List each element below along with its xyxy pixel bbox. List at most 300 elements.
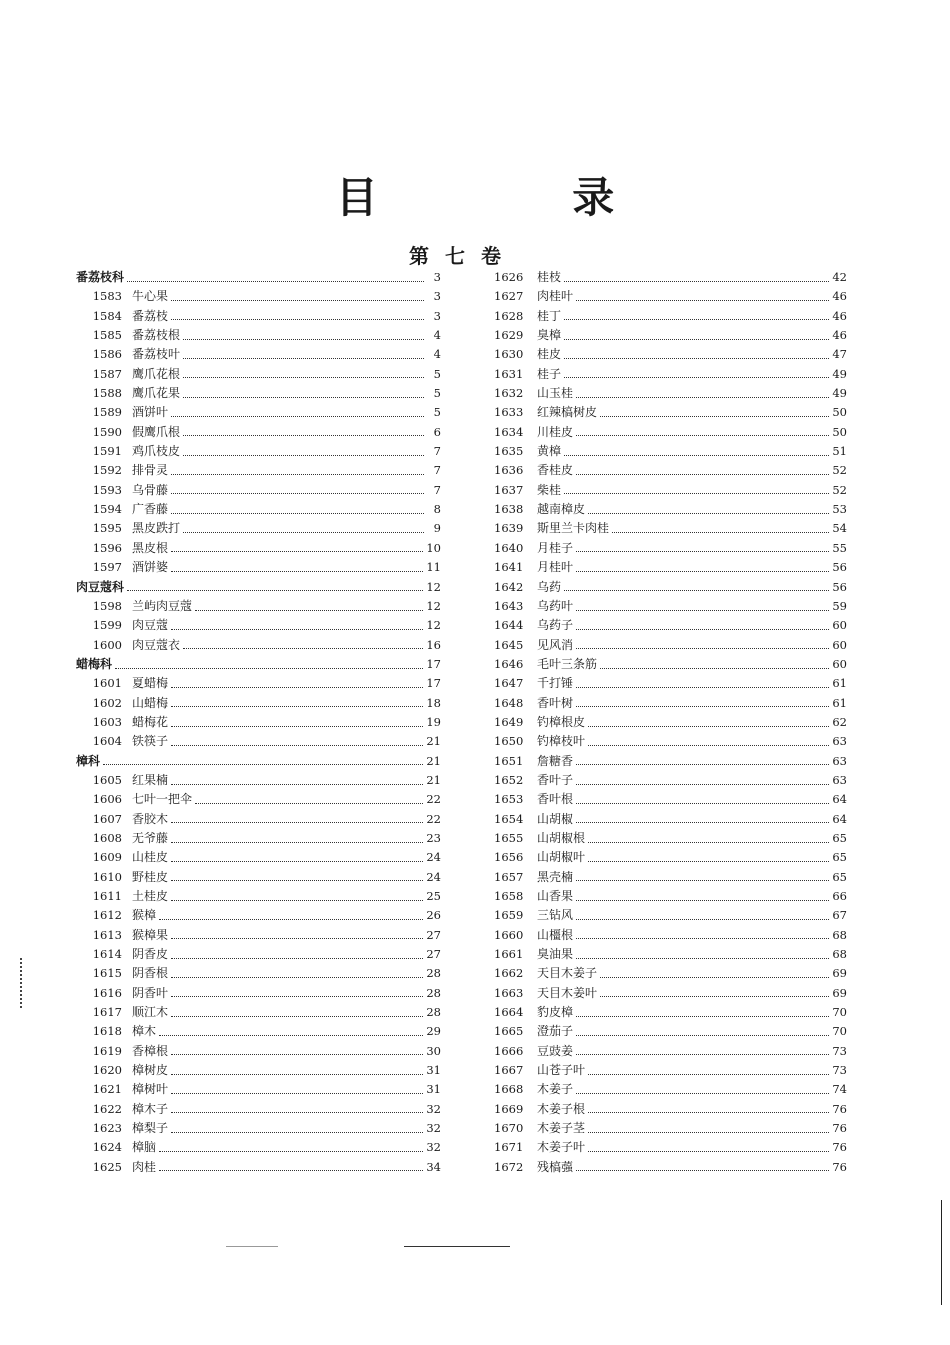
dot-leader [115,667,423,669]
entry-number: 1640 [494,540,524,555]
dot-leader [183,357,424,359]
entry-name: 番荔枝 [132,308,169,323]
dot-leader [171,299,424,301]
toc-entry-row [494,810,847,829]
page-number: 70 [832,1024,847,1039]
entry-number: 1651 [494,753,524,768]
toc-entry-row [76,403,441,422]
page-number: 32 [426,1101,441,1116]
dot-leader [171,957,423,959]
page-number: 68 [832,927,847,942]
dot-leader [127,589,423,591]
toc-entry-row [494,790,847,809]
toc-entry-row [76,636,441,655]
entry-name: 钓樟枝叶 [537,734,586,749]
dot-leader [171,628,423,630]
toc-entry-row [76,365,441,384]
page-number: 59 [832,598,847,613]
entry-name: 乌药子 [537,618,574,633]
entry-number: 1664 [494,1005,524,1020]
entry-number: 1667 [494,1063,524,1078]
entry-number: 1663 [494,985,524,1000]
entry-number: 1614 [92,947,122,962]
dot-leader [600,976,829,978]
toc-entry-row [76,945,441,964]
entry-name: 川桂皮 [537,424,574,439]
page-number: 63 [832,772,847,787]
page-number: 24 [426,850,441,865]
entry-name: 假鹰爪根 [132,424,181,439]
entry-number: 1584 [92,308,122,323]
toc-entry-row [494,287,847,306]
dot-leader [171,686,423,688]
dot-leader [159,918,423,920]
toc-entry-row [76,519,441,538]
entry-name: 樟梨子 [132,1121,169,1136]
entry-name: 山蜡梅 [132,695,169,710]
dot-leader [576,628,829,630]
entry-name: 野桂皮 [132,869,169,884]
toc-entry-row [76,868,441,887]
toc-entry-row [494,558,847,577]
dot-leader [576,802,829,804]
entry-number: 1629 [494,328,524,343]
dot-leader [600,415,829,417]
toc-entry-row [494,1061,847,1080]
entry-number: 1602 [92,695,122,710]
entry-number: 1587 [92,366,122,381]
dot-leader [171,1092,423,1094]
dot-leader [171,821,423,823]
entry-name: 三钻风 [537,908,574,923]
dot-leader [195,609,423,611]
toc-entry-row [494,307,847,326]
entry-name: 豹皮樟 [537,1005,574,1020]
page-number: 65 [832,850,847,865]
entry-name: 广香藤 [132,502,169,517]
toc-entry-row [76,326,441,345]
entry-name: 樟脑 [132,1140,157,1155]
entry-number: 1597 [92,560,122,575]
toc-entry-row [494,636,847,655]
toc-entry-row [76,1138,441,1157]
toc-entry-row [76,1158,441,1177]
dot-leader [564,357,829,359]
entry-number: 1596 [92,540,122,555]
toc-entry-row [76,1119,441,1138]
toc-entry-row [494,365,847,384]
entry-name: 山胡椒根 [537,830,586,845]
entry-name: 鹰爪花根 [132,366,181,381]
entry-number: 1635 [494,444,524,459]
entry-number: 1633 [494,405,524,420]
page-number: 17 [426,656,441,671]
entry-number: 1639 [494,521,524,536]
entry-name: 牛心果 [132,289,169,304]
entry-name: 山胡椒叶 [537,850,586,865]
dot-leader [171,550,423,552]
footer-rule-faint [226,1246,278,1247]
entry-name: 木姜子 [537,1082,574,1097]
entry-name: 天目木姜子 [537,966,598,981]
entry-name: 阴香根 [132,966,169,981]
page-number: 66 [832,889,847,903]
dot-leader [127,280,424,282]
page-number: 61 [832,676,847,691]
page-number: 3 [433,270,441,284]
dot-leader [159,1169,423,1171]
entry-number: 1662 [494,966,524,981]
dot-leader [576,434,829,436]
toc-entry-row [76,442,441,461]
page-number: 26 [426,908,441,923]
page-number: 51 [832,444,847,459]
dot-leader [171,744,423,746]
entry-name: 红果楠 [132,772,169,787]
dot-leader [576,609,829,611]
dot-leader [183,434,424,436]
page-number: 3 [433,289,441,304]
entry-number: 1611 [92,889,122,903]
page-number: 7 [433,463,441,478]
entry-number: 1603 [92,714,122,729]
toc-entry-row [494,442,847,461]
page-number: 3 [433,308,441,323]
toc-entry-row [494,345,847,364]
dot-leader [588,841,829,843]
dot-leader [576,550,829,552]
toc-family-row [76,655,441,674]
toc-entry-row [494,1138,847,1157]
page-number: 46 [832,328,847,343]
entry-number: 1610 [92,869,122,884]
entry-number: 1590 [92,424,122,439]
entry-number: 1652 [494,772,524,787]
entry-number: 1670 [494,1121,524,1136]
entry-number: 1634 [494,424,524,439]
entry-number: 1631 [494,366,524,381]
entry-number: 1589 [92,405,122,420]
family-name: 蜡梅科 [76,656,113,671]
entry-number: 1619 [92,1043,122,1058]
entry-number: 1632 [494,386,524,401]
entry-name: 乌药 [537,579,562,594]
page-number: 74 [832,1082,847,1097]
dot-leader [564,280,829,282]
entry-name: 樟树叶 [132,1082,169,1097]
page-number: 60 [832,637,847,652]
entry-number: 1649 [494,714,524,729]
page-number: 27 [426,947,441,962]
entry-number: 1605 [92,772,122,787]
dot-leader [171,512,424,514]
entry-name: 排骨灵 [132,463,169,478]
dot-leader [576,299,829,301]
toc-entry-row [494,964,847,983]
page-number: 61 [832,695,847,710]
page-number: 60 [832,618,847,633]
page-number: 28 [426,985,441,1000]
toc-entry-row [76,964,441,983]
dot-leader [588,860,829,862]
entry-name: 豆豉姜 [537,1043,574,1058]
entry-number: 1668 [494,1082,524,1097]
page-number: 65 [832,830,847,845]
page-number: 5 [433,405,441,420]
dot-leader [588,725,829,727]
entry-number: 1623 [92,1121,122,1136]
toc-entry-row [494,868,847,887]
dot-leader [171,879,423,881]
toc-family-row [76,578,441,597]
dot-leader [171,841,423,843]
dot-leader [576,899,829,901]
toc-entry-row [76,771,441,790]
dot-leader [183,647,423,649]
entry-name: 铁筷子 [132,734,169,749]
entry-name: 肉桂 [132,1159,157,1174]
entry-name: 木姜子叶 [537,1140,586,1155]
page-number: 17 [426,676,441,691]
page-number: 25 [426,889,441,903]
toc-entry-row [494,1003,847,1022]
entry-number: 1653 [494,792,524,807]
page-number: 19 [426,714,441,729]
toc-entry-row [76,1080,441,1099]
page-number: 52 [832,482,847,497]
page-number: 7 [433,482,441,497]
entry-name: 毛叶三条筋 [537,656,598,671]
entry-name: 无爷藤 [132,830,169,845]
toc-entry-row [76,694,441,713]
toc-entry-row [76,481,441,500]
dot-leader [171,783,423,785]
entry-name: 樟木子 [132,1101,169,1116]
toc-entry-row [494,926,847,945]
dot-leader [171,318,424,320]
entry-name: 越南樟皮 [537,502,586,517]
entry-number: 1665 [494,1024,524,1039]
footer-rule [404,1246,510,1247]
dot-leader [576,647,829,649]
entry-number: 1583 [92,289,122,304]
page-number: 24 [426,869,441,884]
dot-leader [576,783,829,785]
page-number: 5 [433,386,441,401]
page-number: 7 [433,444,441,459]
entry-number: 1607 [92,811,122,826]
entry-number: 1612 [92,908,122,923]
dot-leader [159,1034,423,1036]
page-number: 5 [433,366,441,381]
entry-number: 1627 [494,289,524,304]
entry-name: 香桂皮 [537,463,574,478]
entry-name: 香叶根 [537,792,574,807]
page-number: 10 [426,540,441,555]
entry-number: 1641 [494,560,524,575]
dot-leader [588,744,829,746]
entry-number: 1637 [494,482,524,497]
entry-name: 天目木姜叶 [537,985,598,1000]
page-number: 76 [832,1159,847,1174]
dot-leader [171,860,423,862]
page-number: 8 [433,502,441,517]
toc-entry-row [76,287,441,306]
entry-name: 詹糖香 [537,753,574,768]
page-edge-rule [941,1200,942,1305]
toc-entry-row [494,423,847,442]
toc-entry-row [494,616,847,635]
entry-name: 山苍子叶 [537,1063,586,1078]
entry-name: 臭油果 [537,947,574,962]
entry-number: 1642 [494,579,524,594]
dot-leader [600,995,829,997]
entry-number: 1646 [494,656,524,671]
entry-number: 1645 [494,637,524,652]
entry-name: 月桂子 [537,540,574,555]
entry-name: 猴樟 [132,908,157,923]
dot-leader [171,1015,423,1017]
dot-leader [576,1053,829,1055]
toc-entry-row [76,906,441,925]
entry-number: 1594 [92,502,122,517]
page-number: 56 [832,579,847,594]
toc-entry-row [76,674,441,693]
page-number: 12 [426,579,441,594]
toc-entry-row [494,752,847,771]
dot-leader [576,1092,829,1094]
page-number: 49 [832,366,847,381]
entry-number: 1660 [494,927,524,942]
entry-name: 酒饼婆 [132,560,169,575]
toc-entry-row [76,384,441,403]
page-number: 4 [433,347,441,362]
entry-name: 蜡梅花 [132,714,169,729]
dot-leader [564,338,829,340]
toc-entry-row [494,848,847,867]
toc-entry-row [494,694,847,713]
page-number: 50 [832,424,847,439]
toc-entry-row [494,461,847,480]
dot-leader [576,570,829,572]
dot-leader [171,937,423,939]
dot-leader [171,1073,423,1075]
entry-number: 1624 [92,1140,122,1155]
entry-name: 山桂皮 [132,850,169,865]
entry-name: 香叶子 [537,772,574,787]
entry-number: 1666 [494,1043,524,1058]
dot-leader [588,1073,829,1075]
entry-number: 1647 [494,676,524,691]
page-number: 21 [426,734,441,749]
page-number: 46 [832,289,847,304]
entry-number: 1606 [92,792,122,807]
entry-number: 1628 [494,308,524,323]
entry-name: 黑皮跌打 [132,521,181,536]
entry-name: 黄樟 [537,444,562,459]
entry-name: 红辣槁树皮 [537,405,598,420]
dot-leader [171,995,423,997]
entry-number: 1638 [494,502,524,517]
dot-leader [576,957,829,959]
dot-leader [588,512,829,514]
page-number: 6 [433,424,441,439]
entry-name: 鸡爪枝皮 [132,444,181,459]
toc-entry-row [76,597,441,616]
dot-leader [576,396,829,398]
entry-name: 樟木 [132,1024,157,1039]
page-number: 12 [426,598,441,613]
dot-leader [564,492,829,494]
entry-number: 1656 [494,850,524,865]
dot-leader [171,705,423,707]
entry-number: 1671 [494,1140,524,1155]
page-number: 31 [426,1082,441,1097]
dot-leader [564,318,829,320]
toc-entry-row [494,481,847,500]
page-number: 69 [832,985,847,1000]
toc-entry-row [76,1100,441,1119]
toc-entry-row [76,829,441,848]
page-number: 22 [426,792,441,807]
entry-number: 1621 [92,1082,122,1097]
dot-leader [576,473,829,475]
dot-leader [103,763,423,765]
page-number: 63 [832,753,847,768]
entry-name: 黑壳楠 [537,869,574,884]
page-title: 目 录 [335,173,705,223]
page-number: 21 [426,753,441,768]
entry-number: 1615 [92,966,122,981]
toc-family-row [76,752,441,771]
entry-number: 1618 [92,1024,122,1039]
entry-number: 1608 [92,830,122,845]
toc-entry-row [494,829,847,848]
entry-name: 木姜子茎 [537,1121,586,1136]
entry-name: 桂皮 [537,347,562,362]
entry-name: 山玉桂 [537,386,574,401]
entry-number: 1585 [92,328,122,343]
entry-number: 1644 [494,618,524,633]
toc-entry-row [76,539,441,558]
toc-entry-row [76,558,441,577]
toc-entry-row [76,307,441,326]
entry-number: 1625 [92,1159,122,1174]
entry-number: 1586 [92,347,122,362]
entry-number: 1654 [494,811,524,826]
toc-entry-row [76,423,441,442]
toc-entry-row [76,926,441,945]
entry-name: 山橿根 [537,927,574,942]
dot-leader [183,338,424,340]
dot-leader [576,705,829,707]
dot-leader [588,1131,829,1133]
toc-entry-row [494,1042,847,1061]
dot-leader [171,570,423,572]
entry-name: 山香果 [537,889,574,903]
page-number: 11 [426,560,441,575]
entry-number: 1650 [494,734,524,749]
entry-name: 夏蜡梅 [132,676,169,691]
entry-name: 酒饼叶 [132,405,169,420]
page-number: 76 [832,1140,847,1155]
page-number: 31 [426,1063,441,1078]
dot-leader [171,473,424,475]
toc-entry-row [494,1119,847,1138]
dot-leader [171,725,423,727]
entry-name: 猴樟果 [132,927,169,942]
page-number: 32 [426,1140,441,1155]
